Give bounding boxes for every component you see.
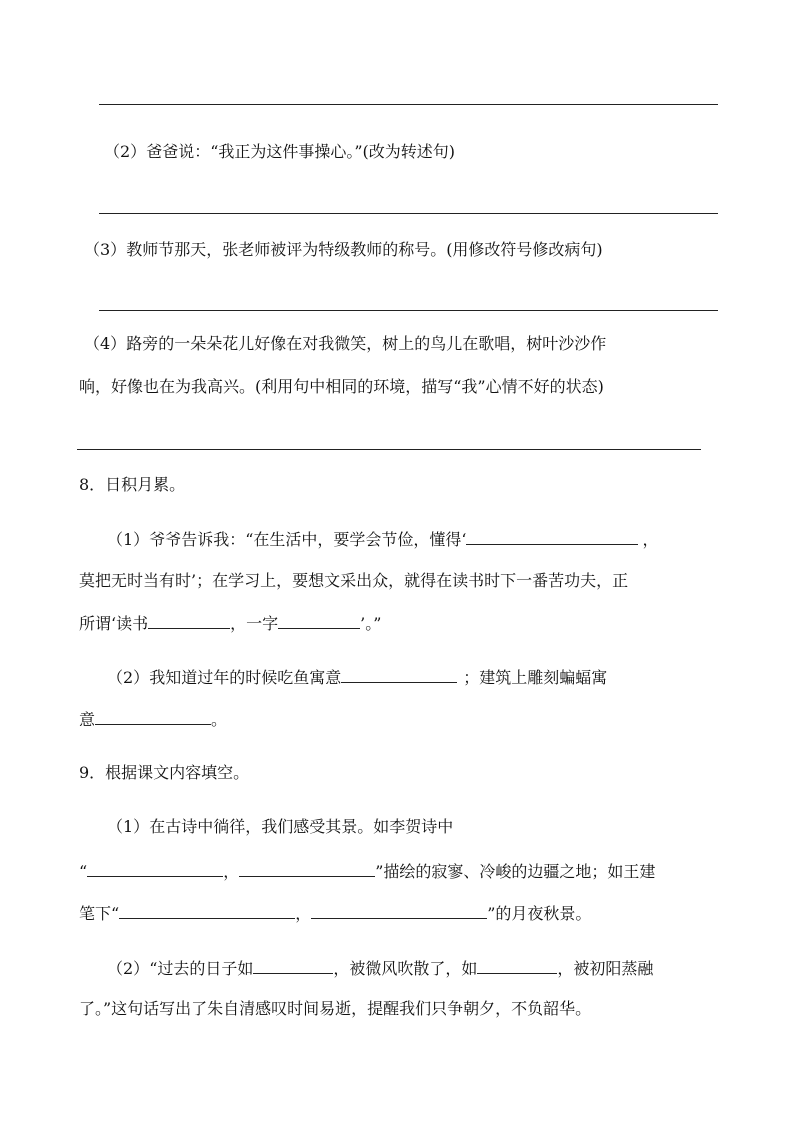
q9-item2-text-1b: ，被微风吹散了，如 — [333, 959, 478, 978]
q7-item2 — [104, 141, 455, 163]
q8-item2-line2 — [79, 707, 227, 731]
q8-item1-line1 — [107, 527, 658, 551]
q9-heading — [79, 762, 249, 784]
q9-item1-text-1: 在古诗中徜徉，我们感受其景。如李贺诗中 — [149, 817, 454, 836]
q8-item2-number: （2） — [107, 668, 150, 687]
q8-item1-number: （1） — [107, 530, 150, 549]
q8-item1-text-3a: 所谓‘读书 — [79, 614, 149, 633]
q9-item2-text-2: 了。”这句话写出了朱自清感叹时间易逝，提醒我们只争朝夕，不负韶华。 — [79, 999, 592, 1018]
q7-item3-text: 教师节那天，张老师被评为特级教师的称号。(用修改符号修改病句) — [126, 240, 603, 259]
q8-item1-line3 — [79, 611, 381, 635]
q9-item2-line2 — [79, 998, 591, 1020]
q7-item4-text-1: 路旁的一朵朵花儿好像在对我微笑，树上的鸟儿在歌唱，树叶沙沙作 — [126, 334, 607, 353]
fill-blank-10[interactable] — [253, 956, 333, 974]
q8-item2-text-2b: 。 — [211, 710, 228, 729]
q7-item3-number: （3） — [84, 240, 127, 259]
fill-blank-8[interactable] — [119, 901, 295, 919]
fill-blank-2[interactable] — [148, 611, 230, 629]
fill-blank-5[interactable] — [95, 707, 211, 725]
answer-line-4[interactable] — [77, 449, 701, 450]
q8-item2-text-2a: 意 — [79, 710, 96, 729]
q9-item1-line3 — [79, 901, 591, 925]
q9-item1-text-2c: ”描绘的寂寥、冷峻的边疆之地；如王建 — [375, 862, 656, 881]
q8-item1-text-1a: 爷爷告诉我：“在生活中，要学会节俭，懂得‘ — [149, 530, 467, 549]
fill-blank-1[interactable] — [466, 527, 638, 545]
q9-item1-text-2b: ， — [223, 862, 240, 881]
q8-item1-text-3c: ’。” — [360, 614, 382, 633]
answer-line-2[interactable] — [99, 213, 718, 214]
q7-item4-number: （4） — [84, 334, 127, 353]
q9-item2-line1 — [107, 956, 653, 980]
q9-item2-number: （2） — [107, 959, 150, 978]
q9-item1-line1 — [107, 816, 453, 838]
q8-heading-text: 8．日积月累。 — [79, 475, 186, 494]
q9-item2-text-1c: ，被初阳蒸融 — [557, 959, 654, 978]
q9-item1-text-2a: “ — [79, 862, 88, 881]
q7-item4-line1 — [84, 333, 606, 355]
q9-item2-text-1a: “过去的日子如 — [149, 959, 254, 978]
q9-item1-line2 — [79, 859, 655, 883]
q8-item1-text-3b: ，一字 — [230, 614, 279, 633]
q9-item1-text-3c: ”的月夜秋景。 — [487, 904, 592, 923]
q9-heading-text: 9．根据课文内容填空。 — [79, 763, 250, 782]
q8-item2-line1 — [107, 665, 607, 689]
answer-line-1[interactable] — [99, 104, 718, 105]
q8-item1-text-2: 莫把无时当有时’；在学习上，要想文采出众，就得在读书时下一番苦功夫，正 — [79, 571, 629, 590]
fill-blank-9[interactable] — [311, 901, 487, 919]
fill-blank-4[interactable] — [341, 665, 457, 683]
fill-blank-7[interactable] — [239, 859, 375, 877]
q9-item1-text-3b: ， — [295, 904, 312, 923]
q7-item2-number: （2） — [104, 142, 147, 161]
q8-item1-line2 — [79, 570, 628, 592]
answer-line-3[interactable] — [99, 310, 718, 311]
q9-item1-number: （1） — [107, 817, 150, 836]
q8-item1-text-1b: ， — [642, 530, 659, 549]
fill-blank-11[interactable] — [477, 956, 557, 974]
q7-item4-line2 — [79, 376, 604, 398]
q8-heading — [79, 474, 185, 496]
q7-item3 — [84, 239, 603, 261]
fill-blank-3[interactable] — [278, 611, 360, 629]
fill-blank-6[interactable] — [87, 859, 223, 877]
q8-item2-text-1b: ；建筑上雕刻蝙蝠寓 — [463, 668, 608, 687]
q7-item4-text-2: 响，好像也在为我高兴。(利用句中相同的环境，描写“我”心情不好的状态) — [79, 377, 604, 396]
q8-item2-text-1a: 我知道过年的时候吃鱼寓意 — [149, 668, 342, 687]
q9-item1-text-3a: 笔下“ — [79, 904, 120, 923]
q7-item2-text: 爸爸说：“我正为这件事操心。”(改为转述句) — [146, 142, 456, 161]
